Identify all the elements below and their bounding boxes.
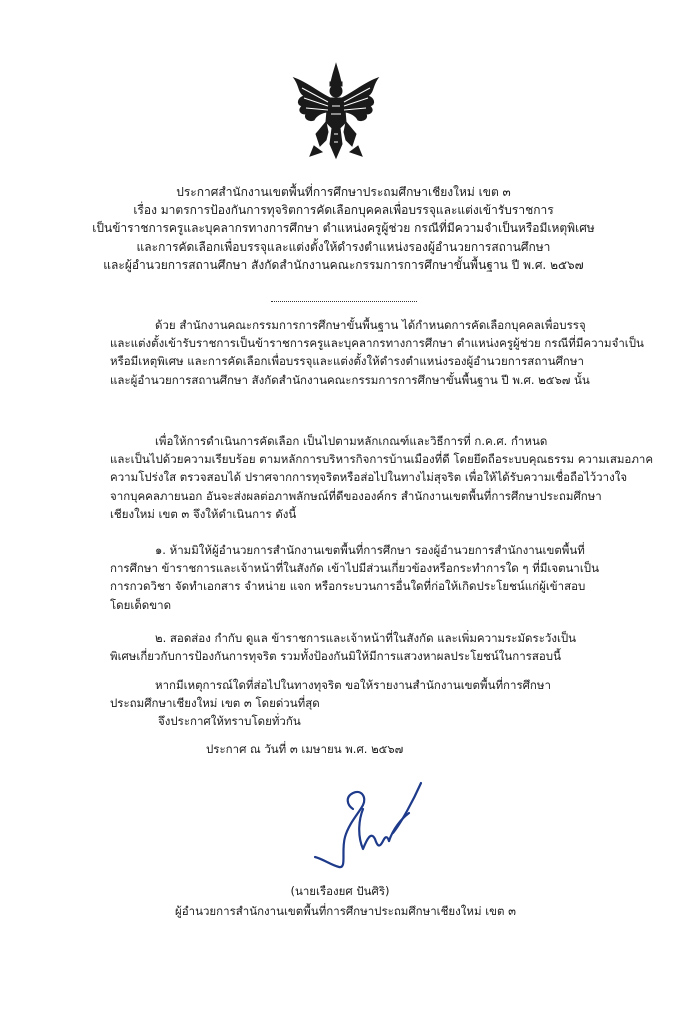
paragraph-2 bbox=[110, 432, 653, 523]
paragraph-line: หรือมีเหตุพิเศษ และการคัดเลือกเพื่อบรรจุและแต่งตั้งให้ดำรงตำแหน่งรองผู้อำนวยการสถานศึกษา bbox=[110, 354, 584, 369]
paragraph-report bbox=[110, 676, 551, 712]
header-line-4: และการคัดเลือกเพื่อบรรจุและแต่งตั้งให้ดำรงตำแหน่งรองผู้อำนวยการสถานศึกษา bbox=[136, 239, 551, 254]
announcement-date: ประกาศ ณ วันที่ ๓ เมษายน พ.ศ. ๒๕๖๗ bbox=[206, 742, 404, 756]
closing-statement: จึงประกาศให้ทราบโดยทั่วกัน bbox=[158, 714, 301, 728]
paragraph-line: การกวดวิชา จัดทำเอกสาร จำหน่าย แจก หรือกระบวนการอื่นใดที่ก่อให้เกิดประโยชน์แก่ผู้เข้าสอบ bbox=[110, 579, 586, 594]
paragraph-line: และผู้อำนวยการสถานศึกษา สังกัดสำนักงานคณะกรรมการการศึกษาขั้นพื้นฐาน ปี พ.ศ. ๒๕๖๗ นั้น bbox=[110, 372, 590, 387]
paragraph-line: ความโปร่งใส ตรวจสอบได้ ปราศจากการทุจริตหรือส่อไปในทางไม่สุจริต เพื่อให้ได้รับความเชื่อถือไว้วางใจ bbox=[110, 470, 628, 485]
paragraph-line: จากบุคคลภายนอก อันจะส่งผลต่อภาพลักษณ์ที่ดีขององค์กร สำนักงานเขตพื้นที่การศึกษาประถมศึกษา bbox=[110, 488, 602, 503]
header-line-3: เป็นข้าราชการครูและบุคลากรทางการศึกษา ตำแหน่งครูผู้ช่วย กรณีที่มีความจำเป็นหรือมีเหตุพิเศษ bbox=[92, 221, 595, 236]
paragraph-1 bbox=[110, 316, 644, 389]
paragraph-item-1 bbox=[110, 541, 599, 614]
announcement-header bbox=[90, 183, 597, 274]
dotted-separator bbox=[271, 293, 417, 302]
paragraph-line: และแต่งตั้งเข้ารับราชการเป็นข้าราชการครูและบุคลากรทางการศึกษา ตำแหน่งครูผู้ช่วย กรณีที่มีความจำเป็น bbox=[110, 336, 644, 351]
paragraph-line: เพื่อให้การดำเนินการคัดเลือก เป็นไปตามหลักเกณฑ์และวิธีการที่ ก.ค.ศ. กำหนด bbox=[155, 434, 548, 448]
signer-name: (นายเรืองยศ ปันศิริ) bbox=[290, 884, 390, 898]
header-line-organization: ประกาศสำนักงานเขตพื้นที่การศึกษาประถมศึกษาเชียงใหม่ เขต ๓ bbox=[176, 185, 511, 199]
paragraph-line: ประถมศึกษาเชียงใหม่ เขต ๓ โดยด่วนที่สุด bbox=[110, 696, 320, 711]
paragraph-line: ด้วย สำนักงานคณะกรรมการการศึกษาขั้นพื้นฐาน ได้กำหนดการคัดเลือกบุคคลเพื่อบรรจุ bbox=[155, 318, 586, 332]
paragraph-line: โดยเด็ดขาด bbox=[110, 597, 172, 612]
signer-position: ผู้อำนวยการสำนักงานเขตพื้นที่การศึกษาประถมศึกษาเชียงใหม่ เขต ๓ bbox=[175, 904, 516, 918]
paragraph-line: พิเศษเกี่ยวกับการป้องกันการทุจริต รวมทั้งป้องกันมิให้มีการแสวงหาผลประโยชน์ในการสอบนี้ bbox=[110, 649, 561, 664]
header-line-subject: เรื่อง มาตรการป้องกันการทุจริตการคัดเลือกบุคคลเพื่อบรรจุและแต่งเข้ารับราชการ bbox=[133, 203, 554, 218]
paragraph-line: หากมีเหตุการณ์ใดที่ส่อไปในทางทุจริต ขอให้รายงานสำนักงานเขตพื้นที่การศึกษา bbox=[155, 678, 551, 692]
paragraph-line: เชียงใหม่ เขต ๓ จึงให้ดำเนินการ ดังนี้ bbox=[110, 506, 297, 521]
handwritten-signature bbox=[305, 779, 425, 874]
header-line-5: และผู้อำนวยการสถานศึกษา สังกัดสำนักงานคณะกรรมการการศึกษาขั้นพื้นฐาน ปี พ.ศ. ๒๕๖๗ bbox=[103, 257, 584, 272]
signer-block bbox=[175, 881, 516, 921]
paragraph-item-2 bbox=[110, 629, 576, 665]
paragraph-line: ๑. ห้ามมิให้ผู้อำนวยการสำนักงานเขตพื้นที่การศึกษา รองผู้อำนวยการสำนักงานเขตพื้นที่ bbox=[155, 543, 585, 557]
garuda-emblem-icon bbox=[290, 62, 382, 162]
paragraph-line: การศึกษา ข้าราชการและเจ้าหน้าที่ในสังกัด เข้าไปมีส่วนเกี่ยวข้องหรือกระทำการใด ๆ ที่มีเจตนาเป็น bbox=[110, 561, 599, 576]
paragraph-line: และเป็นไปด้วยความเรียบร้อย ตามหลักการบริหารกิจการบ้านเมืองที่ดี โดยยึดถือระบบคุณธรรม ความเสมอภาค bbox=[110, 452, 654, 467]
paragraph-line: ๒. สอดส่อง กำกับ ดูแล ข้าราชการและเจ้าหน้าที่ในสังกัด และเพิ่มความระมัดระวังเป็น bbox=[155, 631, 577, 645]
